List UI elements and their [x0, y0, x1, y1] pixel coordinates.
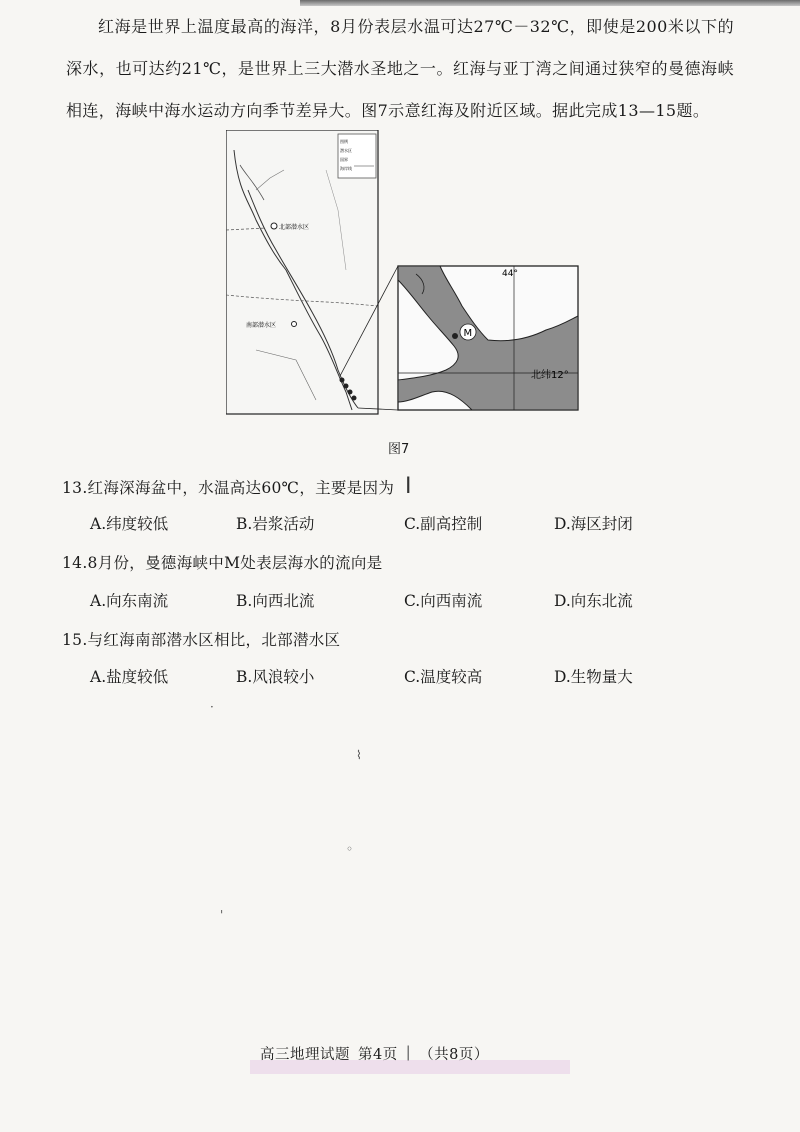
footer-separator: |: [405, 1045, 412, 1061]
question-15-stem: 15.与红海南部潜水区相比，北部潜水区: [62, 631, 341, 649]
south-dive-zone-marker: [292, 322, 297, 327]
figure-caption: 图7: [388, 442, 410, 457]
longitude-label: 44°: [502, 269, 518, 279]
footer-page: 第4页: [358, 1046, 398, 1063]
legend-line: 潜水区: [340, 148, 352, 153]
intro-paragraph: 红海是世界上温度最高的海洋，8月份表层水温可达27℃－32℃，即使是200米以下的深水，也可达约21℃，是世界上三大潜水圣地之一。红海与亚丁湾之间通过狭窄的曼德海峡相连，海峡中海水运动方向季节差异大。图7示意红海及附近区域。据此完成13—15题。: [66, 17, 734, 120]
scan-speck: ': [220, 908, 224, 922]
question-14-stem: 14.8月份，曼德海峡中M处表层海水的流向是: [62, 554, 383, 572]
legend-line: 海岸线: [340, 166, 352, 171]
point-m-marker: [452, 333, 458, 339]
option: B.风浪较小: [236, 668, 315, 686]
point-m-label: M: [463, 328, 473, 339]
option: D.生物量大: [554, 668, 633, 686]
scan-speck: ⌇: [356, 748, 362, 762]
scan-speck: ·: [210, 700, 214, 714]
latitude-label: 北纬12°: [531, 370, 569, 381]
red-sea-map: [226, 130, 582, 420]
option: C.向西南流: [404, 592, 483, 610]
footer-total: （共8页）: [419, 1046, 489, 1063]
scan-speck: ◦: [346, 842, 354, 856]
north-dive-zone-marker: [271, 223, 277, 229]
question-13-stem: 13.红海深海盆中，水温高达60℃，主要是因为: [62, 479, 395, 497]
figure-7-map: [226, 130, 582, 424]
option: C.副高控制: [404, 515, 483, 533]
legend-line: 国界: [340, 157, 348, 162]
option: A.盐度较低: [90, 668, 169, 686]
option: A.向东南流: [90, 592, 169, 610]
south-dive-zone-label: 南部潜水区: [246, 322, 277, 329]
option: B.向西北流: [236, 592, 315, 610]
option: D.海区封闭: [554, 515, 633, 533]
text-cursor-icon: I: [405, 474, 412, 499]
north-dive-zone-label: 北部潜水区: [279, 224, 310, 231]
footer-title: 高三地理试题: [260, 1046, 350, 1063]
legend-line: 图例: [340, 139, 348, 144]
option: B.岩浆活动: [236, 515, 315, 533]
option: D.向东北流: [554, 592, 633, 610]
option: A.纬度较低: [90, 515, 169, 533]
page-footer: [260, 1040, 550, 1066]
option: C.温度较高: [404, 668, 483, 686]
